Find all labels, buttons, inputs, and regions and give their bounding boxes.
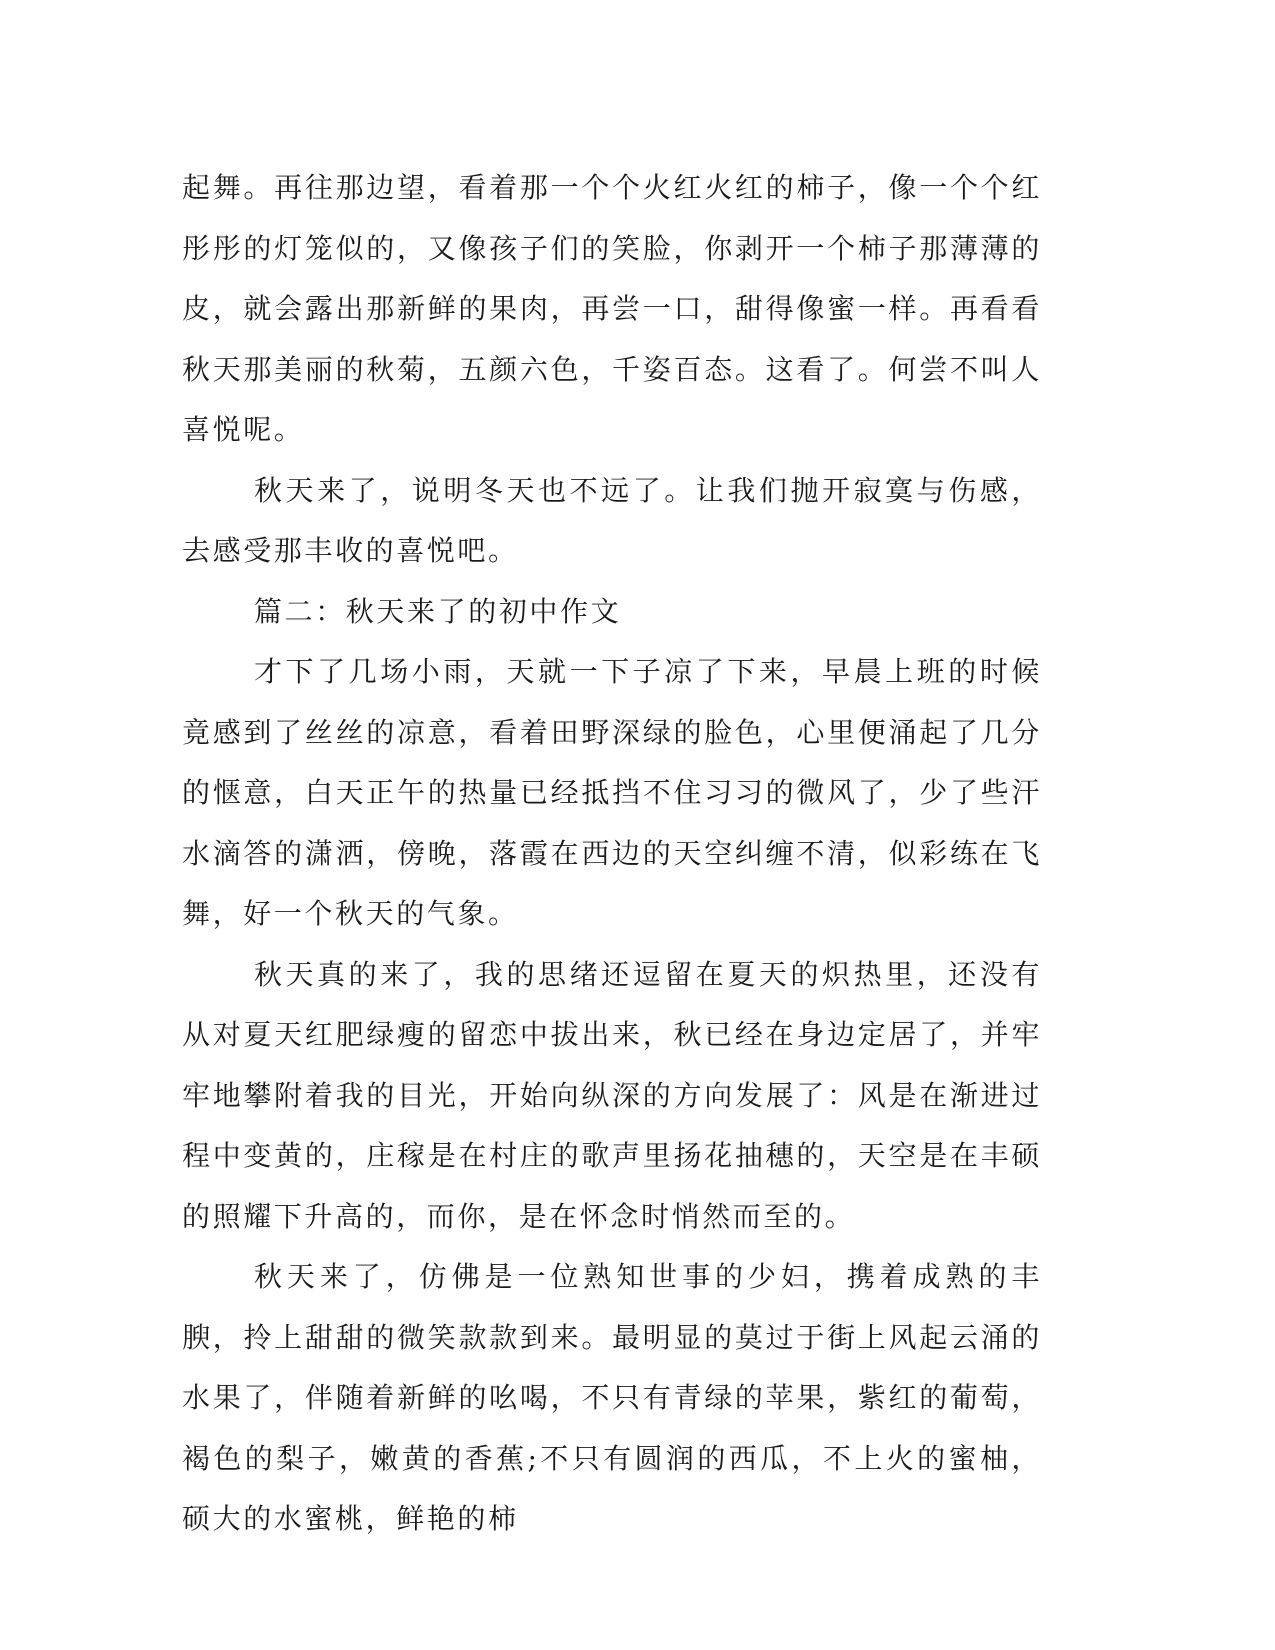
- section-heading: 篇二：秋天来了的初中作文: [254, 594, 622, 628]
- document-body: [182, 158, 1042, 1550]
- paragraph-1: 起舞。再往那边望，看着那一个个火红火红的柿子，像一个个红彤彤的灯笼似的，又像孩子们的笑脸，你剥开一个柿子那薄薄的皮，就会露出那新鲜的果肉，再尝一口，甜得像蜜一样。再看看秋天那美丽的秋菊，五颜六色，千姿百态。这看了。何尝不叫人喜悦呢。: [182, 171, 1042, 446]
- paragraph-3: 才下了几场小雨，天就一下子凉了下来，早晨上班的时候竟感到了丝丝的凉意，看着田野深绿的脸色，心里便涌起了几分的惬意，白天正午的热量已经抵挡不住习习的微风了，少了些汗水滴答的潇洒，傍晚，落霞在西边的天空纠缠不清，似彩练在飞舞，好一个秋天的气象。: [182, 655, 1042, 930]
- paragraph-2: 秋天来了，说明冬天也不远了。让我们抛开寂寞与伤感，去感受那丰收的喜悦吧。: [182, 473, 1042, 567]
- paragraph-4: 秋天真的来了，我的思绪还逗留在夏天的炽热里，还没有从对夏天红肥绿瘦的留恋中拔出来，秋已经在身边定居了，并牢牢地攀附着我的目光，开始向纵深的方向发展了：风是在渐进过程中变黄的，庄稼是在村庄的歌声里扬花抽穗的，天空是在丰硕的照耀下升高的，而你，是在怀念时悄然而至的。: [182, 957, 1042, 1233]
- paragraph-5: 秋天来了，仿佛是一位熟知世事的少妇，携着成熟的丰腴，拎上甜甜的微笑款款到来。最明显的莫过于街上风起云涌的水果了，伴随着新鲜的吆喝，不只有青绿的苹果，紫红的葡萄，褐色的梨子，嫩黄的香蕉;不只有圆润的西瓜，不上火的蜜柚，硕大的水蜜桃，鲜艳的柿: [182, 1260, 1042, 1535]
